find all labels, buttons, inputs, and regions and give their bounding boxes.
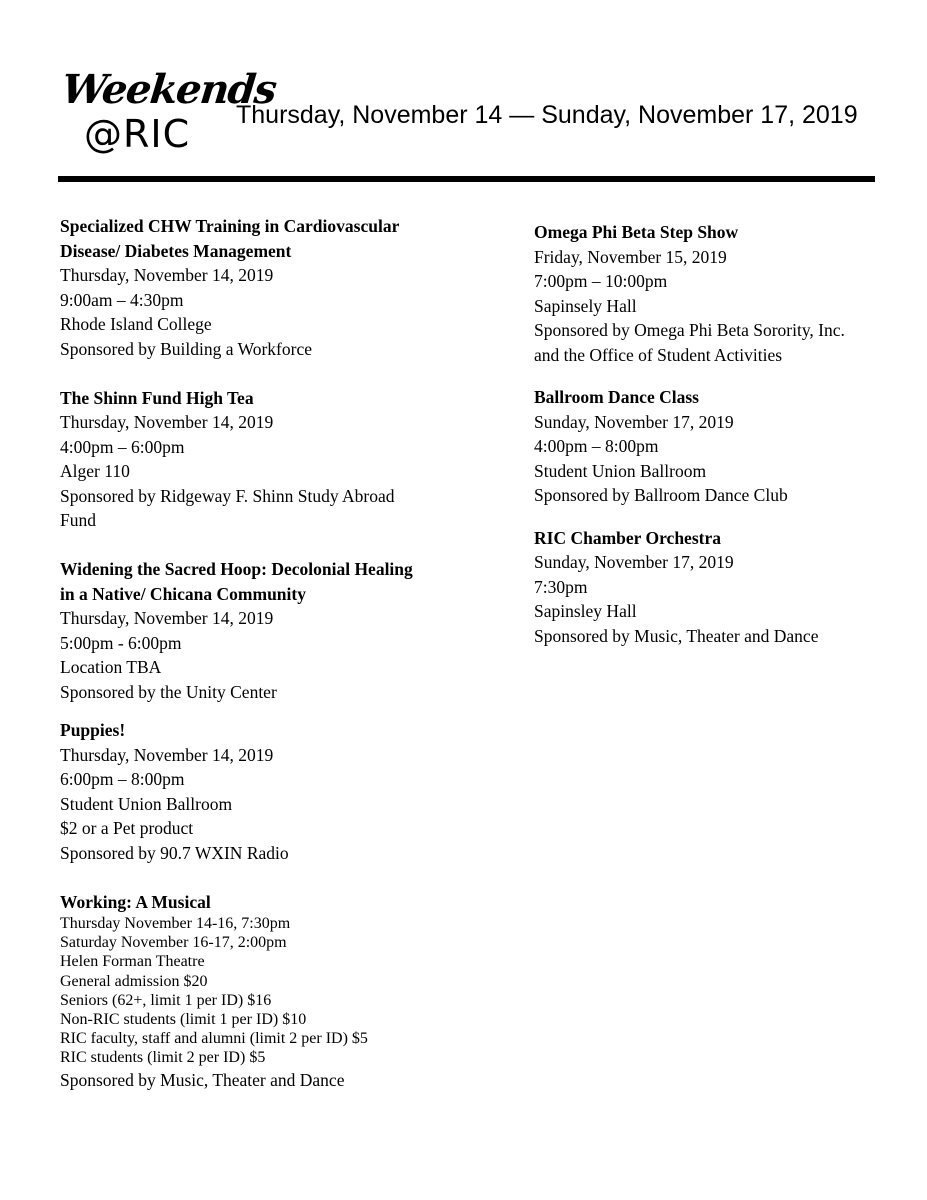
event-detail-line: 7:00pm – 10:00pm [534,271,668,291]
event-detail-line: Thursday November 14-16, 7:30pm [60,915,291,932]
header-divider [58,176,875,182]
event-title: Puppies! [60,720,126,740]
event-detail-line: Rhode Island College [60,314,212,334]
event-detail-line: Sponsored by Music, Theater and Dance [534,625,819,646]
event-detail-line: Thursday, November 14, 2019 [60,608,274,628]
event-detail-line: 9:00am – 4:30pm [60,289,184,310]
event-title: in a Native/ Chicana Community [60,583,306,604]
event-detail-line: Student Union Ballroom [534,460,707,481]
event-title: The Shinn Fund High Tea [60,387,254,408]
event-detail-line: RIC students (limit 2 per ID) $5 [60,1049,266,1067]
event-detail-line: Student Union Ballroom [60,793,233,814]
event-detail-line: Sponsored by Omega Phi Beta Sorority, Inc. [534,320,845,340]
event-detail-line: Thursday, November 14, 2019 [60,265,274,285]
event-detail-line: $2 or a Pet product [60,818,194,838]
event-omega-phi-beta-step-show [534,220,894,367]
event-detail-line: 5:00pm - 6:00pm [60,632,182,653]
event-detail-line: 4:00pm – 8:00pm [534,436,659,456]
event-detail-line: Seniors (62+, limit 1 per ID) $16 [60,991,272,1009]
left-event-column [60,214,500,1092]
right-event-column [534,220,894,648]
page-title: Thursday, November 14 — Sunday, November 17, 2019 [236,101,858,129]
event-detail-line: Sponsored by 90.7 WXIN Radio [60,842,289,863]
event-title: Widening the Sacred Hoop: Decolonial Healing [60,559,413,579]
event-title: Omega Phi Beta Step Show [534,222,739,242]
event-detail-line: Thursday, November 14, 2019 [60,744,274,765]
event-detail-line: Sunday, November 17, 2019 [534,411,734,432]
event-detail-line: Sponsored by Ballroom Dance Club [534,485,788,505]
event-ric-chamber-orchestra [534,526,894,649]
event-detail-line: General admission $20 [60,972,208,990]
event-widening-the-sacred-hoop-decolonial-healing [60,557,500,704]
event-the-shinn-fund-high-tea [60,386,500,533]
event-detail-line: Sapinsely Hall [534,295,637,316]
event-title: Specialized CHW Training in Cardiovascular [60,216,400,236]
event-puppies [60,718,500,865]
event-detail-line: Sponsored by Building a Workforce [60,338,312,359]
logo-weekends-text: Weekends [59,66,278,113]
event-detail-line: 6:00pm – 8:00pm [60,769,185,789]
logo-ric-text: @RIC [84,112,191,156]
event-detail-line: 7:30pm [534,576,588,597]
event-title: Ballroom Dance Class [534,387,699,407]
event-detail-line: Sponsored by Music, Theater and Dance [60,1069,345,1090]
event-detail-line: 4:00pm – 6:00pm [60,436,185,457]
event-detail-line: Fund [60,510,96,530]
event-detail-line: Saturday November 16-17, 2:00pm [60,934,287,952]
event-detail-line: Non-RIC students (limit 1 per ID) $10 [60,1011,307,1029]
event-detail-line: RIC faculty, staff and alumni (limit 2 per ID) $5 [60,1030,368,1048]
event-detail-line: and the Office of Student Activities [534,344,783,365]
weekends-ric-logo [59,66,278,160]
event-detail-line: Helen Forman Theatre [60,953,205,971]
event-title: RIC Chamber Orchestra [534,527,721,548]
event-title: Working: A Musical [60,891,211,912]
event-working-a-musical [60,890,500,1093]
event-ballroom-dance-class [534,385,894,508]
event-title: Disease/ Diabetes Management [60,240,292,261]
event-detail-line: Sunday, November 17, 2019 [534,552,734,572]
event-detail-line: Sapinsley Hall [534,601,637,621]
event-detail-line: Location TBA [60,657,162,677]
event-detail-line: Sponsored by Ridgeway F. Shinn Study Abroad [60,485,395,506]
event-specialized-chw-training-in-cardiovascular [60,214,500,361]
event-detail-line: Alger 110 [60,461,130,481]
event-detail-line: Sponsored by the Unity Center [60,681,277,702]
event-detail-line: Friday, November 15, 2019 [534,246,727,267]
event-detail-line: Thursday, November 14, 2019 [60,412,274,432]
